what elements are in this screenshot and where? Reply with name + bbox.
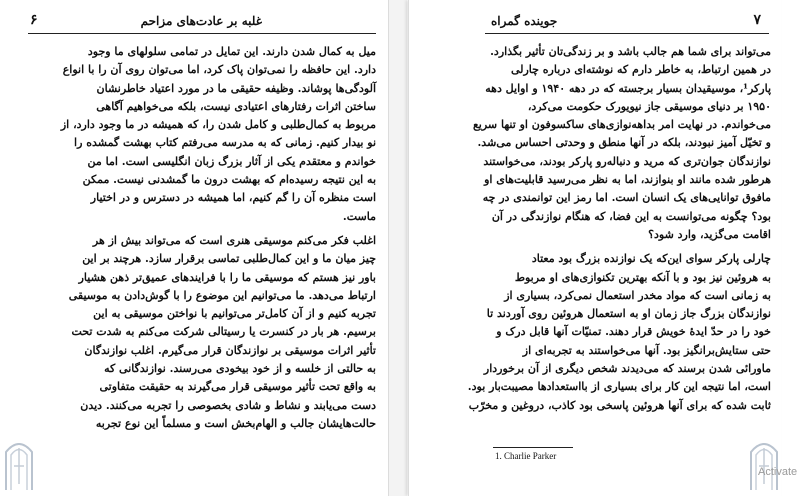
left-p2-line: حالت‌هایشان جالب و الهام‌بخش است و مسلماً این نوع تجربه — [95, 416, 376, 430]
activation-watermark: Activate — [758, 466, 798, 478]
left-header-rule — [28, 33, 376, 34]
right-p2-line: است، اما نتیجه این کار برای بسیاری از بااستعدادها مصیبت‌بار بود. — [467, 380, 771, 394]
right-p1-line: هرطور شده مانند او بنوازند، اما به نظر می‌رسید قابلیت‌های او — [484, 173, 771, 187]
left-p2-line: به حالتی از خلسه و از خود بیخودی می‌رسند. نوازندگانی که — [104, 362, 376, 376]
right-p1-line: نوازندگان جوان‌تری که مرید و دنباله‌رو پارکر بودند، می‌خواستند — [483, 154, 771, 168]
right-p1-line: اقامت می‌گزید، وارد شود؟ — [648, 227, 771, 241]
left-p2-line: باور نیز هستم که موسیقی ما را با فرایندهای عمیق‌تر ذهن هشیار — [78, 270, 376, 284]
left-p1-line: ساختن اثرات رفتارهای اعتیادی نیست، بلکه می‌خواهیم آگاهی — [96, 99, 376, 113]
left-p2-line: تجربه کنیم و از آن کامل‌تر می‌توانیم با نواختن موسیقی به این — [93, 307, 376, 321]
left-p1-line: به این نتیجه رسیده‌ام که بهشت درون ما گمشدنی نیست. ممکن — [82, 173, 376, 187]
left-p1-line: آلودگی‌ها پوشاند. وظیفه حقیقی ما در مورد اعتیاد خاطرنشان — [96, 81, 376, 95]
right-p1-line: می‌خواندم. در نهایت امر بداهه‌نوازی‌های ساکسوفون او تنها سریع — [472, 118, 771, 132]
right-p2-line: خود را در حدّ ایدهٔ خویش قرار دهند. تمنیّات آنها قابل درک و — [496, 325, 771, 339]
left-p1-line: دارد. این حافظه را نمی‌توان پاک کرد، اما می‌توان روی آن را با انواع — [62, 63, 376, 77]
right-p1-line: در همین ارتباط، به خاطر دارم که نوشته‌ای درباره چارلی — [510, 63, 771, 77]
left-page-header: غلبه بر عادت‌های مزاحم — [140, 14, 262, 28]
right-page-header: جوینده گمراه — [491, 14, 558, 28]
left-p1-line: ماست. — [342, 209, 376, 223]
right-page-body — [467, 43, 771, 415]
right-p2-line: ماورائی شدن برسند که می‌دیدند شخص دیگری از آن برخوردار — [483, 362, 771, 376]
left-p1-line: خواندم و معتقدم یکی از آثار بزرگ زبان انگلیسی است. اما من — [87, 154, 376, 168]
left-page-number: ۶ — [30, 12, 38, 28]
footnote-rule — [493, 447, 573, 448]
left-p2-line: تأثیر اثرات موسیقی بر نوازندگان قرار می‌گیرم. اغلب نوازندگان — [84, 343, 376, 357]
left-p2-line: ارتباط می‌دهد. ما می‌توانیم این موضوع را با گوش‌دادن به موسیقی — [68, 288, 376, 302]
left-p1-line: نو بیدار کنیم. زمانی که به مدرسه می‌رفتم کتاب بهشت گمشده را — [74, 136, 376, 150]
right-p2-line: به زمانی است که مواد مخدر استعمال نمی‌کرد، بسیاری از — [504, 288, 771, 302]
right-p2-line: به هروئین نیز بود و با آنکه بهترین تکنوازی‌های او مربوط — [514, 270, 771, 284]
left-p2-line: به واقع تحت تأثیر موسیقی قرار می‌گیرند به حقیقت متفاوتی — [99, 380, 376, 394]
library-stamp-icon — [2, 434, 36, 490]
right-header-rule — [485, 33, 769, 34]
left-p2-line: اغلب فکر می‌کنم موسیقی هنری است که می‌تواند بیش از هر — [92, 233, 376, 247]
left-p1-line: میل به کمال شدن دارند. این تمایل در تمامی سلولهای ما وجود — [87, 45, 376, 58]
page-gutter — [389, 0, 407, 496]
library-stamp-icon — [747, 434, 781, 490]
left-p1-line: مربوط به کمال‌طلبی و کامل شدن را، که همیشه در ما وجود دارد، از — [60, 118, 376, 132]
right-p1-line: و تخیّل آمیز نبودند، بلکه در آنها منطق و وحدتی احساس می‌شد. — [477, 136, 771, 150]
left-page-body — [22, 43, 376, 433]
right-p1-line: ۱۹۵۰ بر دنیای موسیقی جاز نیویورک حکومت می‌کرد، — [527, 99, 771, 113]
right-p1-line: بود؟ چگونه می‌توانست به این فضا، که هنگام نوازندگی در آن — [491, 209, 771, 223]
right-page — [408, 0, 781, 496]
left-page — [0, 0, 389, 496]
right-p1-line: پارکر¹، موسیقیدان بسیار برجسته که در دهه ۱۹۴۰ و اوایل دهه — [485, 81, 771, 95]
footnote: 1. Charlie Parker — [495, 451, 557, 461]
right-p2-line: ثابت شده که برای آنها هروئین پاسخی بود کاذب، دروغین و مخرّب — [468, 398, 771, 412]
right-page-number: ۷ — [753, 12, 761, 28]
right-p1-line: مافوق توانایی‌های یک انسان است. اما رمز این توانمندی در چه — [482, 191, 771, 205]
right-p2-line: چارلی پارکر سوای این‌که یک نوازنده بزرگ بود معتاد — [531, 252, 771, 266]
right-p2-line: نوازندگان بزرگ جاز زمان او به استعمال هروئین روی آوردند تا — [486, 307, 771, 321]
left-p1-line: است منظره آن را گم کنیم، اما همیشه در دسترس و در اختیار — [90, 191, 376, 205]
left-p2-line: دست می‌یابند و نشاط و شادی بخصوصی را تجربه می‌کنند. دیدن — [80, 398, 376, 412]
right-p1-line: می‌تواند برای شما هم جالب باشد و بر زندگی‌تان تأثیر بگذارد. — [490, 45, 771, 58]
right-p2-line: حتی ستایش‌برانگیز بود. آنها می‌خواستند به تجربه‌ای از — [522, 343, 771, 357]
left-p2-line: چیز میان ما و این کمال‌طلبی تماسی برقرار سازد. هرچند بر این — [82, 252, 376, 266]
left-p2-line: برسیم. هر بار در کنسرت یا رسیتالی شرکت می‌کنم به شدت تحت — [71, 325, 376, 339]
